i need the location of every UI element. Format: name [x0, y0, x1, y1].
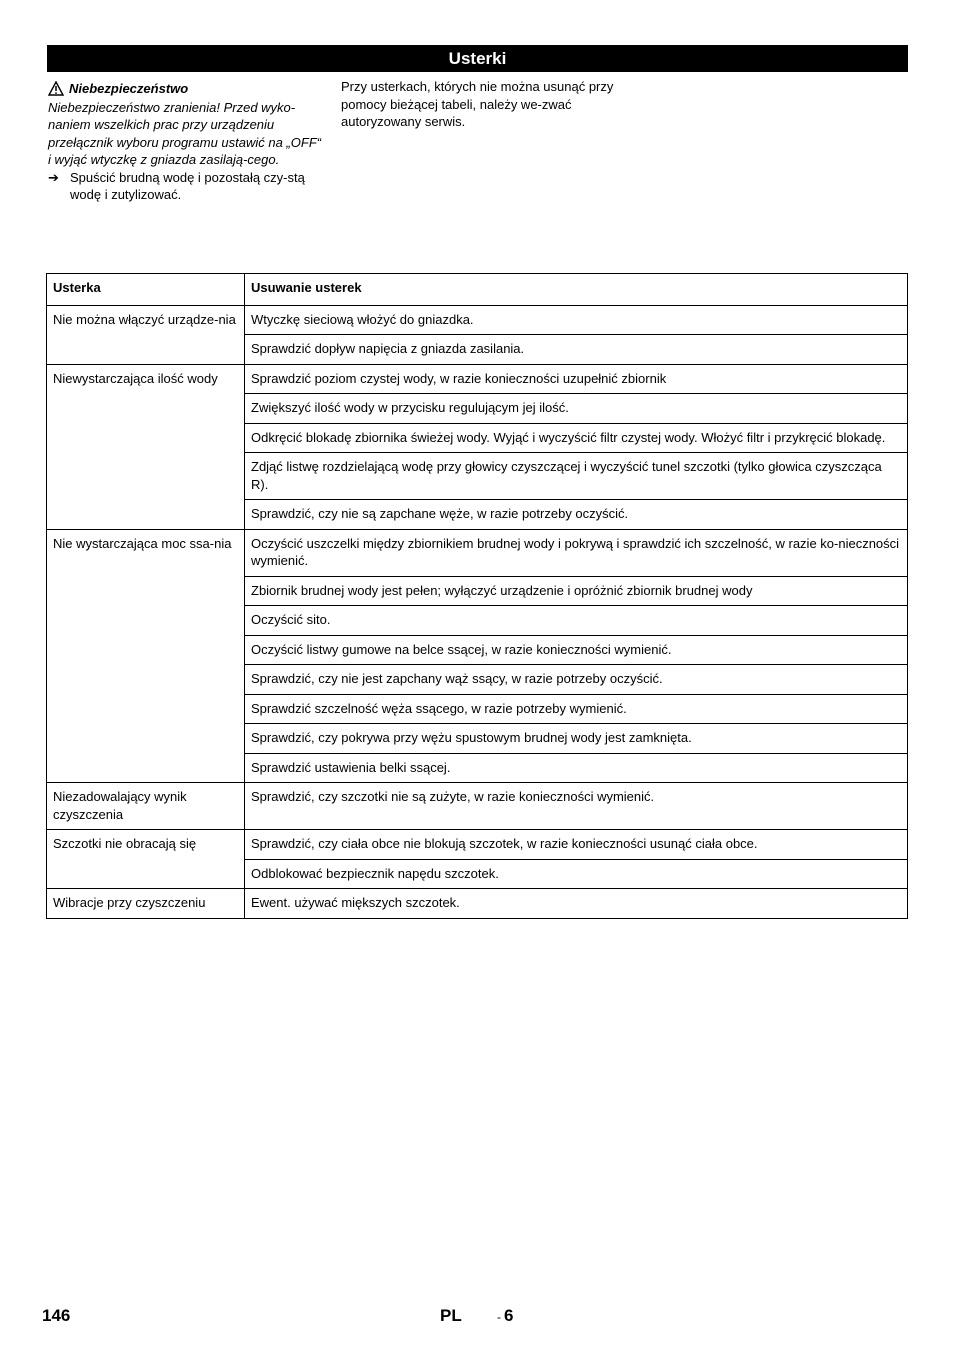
remedy-cell: Zbiornik brudnej wody jest pełen; wyłączyć urządzenie i opróżnić zbiornik brudnej wody [245, 576, 908, 606]
remedy-cell: Wtyczkę sieciową włożyć do gniazdka. [245, 305, 908, 335]
remedy-cell: Oczyścić uszczelki między zbiornikiem brudnej wody i pokrywą i sprawdzić ich szczelność, w razie ko-nieczności wymienić. [245, 529, 908, 576]
table-row [47, 364, 908, 394]
warning-text: Niebezpieczeństwo zranienia! Przed wyko-naniem wszelkich prac przy urządzeniu przełącznik wyboru programu ustawić na „OFF“ i wyjąć wtyczkę z gniazda zasilają-cego. [48, 99, 322, 167]
fault-cell: Niezadowalający wynik czyszczenia [47, 783, 245, 830]
intro-paragraph: Przy usterkach, których nie można usunąć przy pomocy bieżącej tabeli, należy we-zwać autoryzowany serwis. [341, 79, 614, 129]
table-header-row [47, 274, 908, 306]
warning-step [48, 169, 324, 204]
warning-heading [48, 80, 324, 98]
table-row [47, 830, 908, 860]
remedy-cell: Ewent. używać miększych szczotek. [245, 889, 908, 919]
fault-cell: Nie można włączyć urządze-nia [47, 305, 245, 364]
remedy-cell: Oczyścić sito. [245, 606, 908, 636]
section-page-dash: - [497, 1310, 501, 1324]
warning-step-text: Spuścić brudną wodę i pozostałą czy-stą wodę i zutylizować. [70, 169, 305, 202]
page-number: 146 [42, 1306, 71, 1325]
remedy-cell: Zdjąć listwę rozdzielającą wodę przy głowicy czyszczącej i wyczyścić tunel szczotki (tylko głowica czyszcząca R). [245, 453, 908, 500]
fault-cell: Nie wystarczająca moc ssa-nia [47, 529, 245, 783]
troubleshooting-table [46, 273, 908, 919]
remedy-cell: Oczyścić listwy gumowe na belce ssącej, w razie konieczności wymienić. [245, 635, 908, 665]
section-page-number: 6 [504, 1306, 514, 1325]
table-row [47, 783, 908, 830]
remedy-cell: Sprawdzić, czy nie są zapchane węże, w razie potrzeby oczyścić. [245, 500, 908, 530]
fault-cell: Niewystarczająca ilość wody [47, 364, 245, 529]
remedy-cell: Sprawdzić poziom czystej wody, w razie konieczności uzupełnić zbiornik [245, 364, 908, 394]
table-row [47, 305, 908, 335]
remedy-cell: Sprawdzić dopływ napięcia z gniazda zasilania. [245, 335, 908, 365]
remedy-cell: Odblokować bezpiecznik napędu szczotek. [245, 859, 908, 889]
remedy-cell: Sprawdzić, czy nie jest zapchany wąż ssący, w razie potrzeby oczyścić. [245, 665, 908, 695]
remedy-cell: Sprawdzić ustawienia belki ssącej. [245, 753, 908, 783]
warning-block [48, 80, 324, 204]
section-page [497, 1306, 513, 1326]
remedy-cell: Sprawdzić, czy pokrywa przy wężu spustowym brudnej wody jest zamknięta. [245, 724, 908, 754]
fault-cell: Wibracje przy czyszczeniu [47, 889, 245, 919]
table-row [47, 889, 908, 919]
fault-cell: Szczotki nie obracają się [47, 830, 245, 889]
header-fault: Usterka [47, 274, 245, 306]
header-remedy: Usuwanie usterek [245, 274, 908, 306]
table-row [47, 529, 908, 576]
section-title: Usterki [47, 45, 908, 72]
remedy-cell: Zwiększyć ilość wody w przycisku regulującym jej ilość. [245, 394, 908, 424]
remedy-cell: Odkręcić blokadę zbiornika świeżej wody. Wyjąć i wyczyścić filtr czystej wody. Włożyć filtr i przykręcić blokadę. [245, 423, 908, 453]
remedy-cell: Sprawdzić, czy szczotki nie są zużyte, w razie konieczności wymienić. [245, 783, 908, 830]
remedy-cell: Sprawdzić, czy ciała obce nie blokują szczotek, w razie konieczności usunąć ciała obce. [245, 830, 908, 860]
warning-triangle-icon [48, 81, 64, 96]
warning-heading-text: Niebezpieczeństwo [69, 81, 189, 96]
remedy-cell: Sprawdzić szczelność węża ssącego, w razie potrzeby wymienić. [245, 694, 908, 724]
arrow-right-icon: ➔ [48, 169, 59, 185]
language-code: PL [440, 1306, 462, 1325]
